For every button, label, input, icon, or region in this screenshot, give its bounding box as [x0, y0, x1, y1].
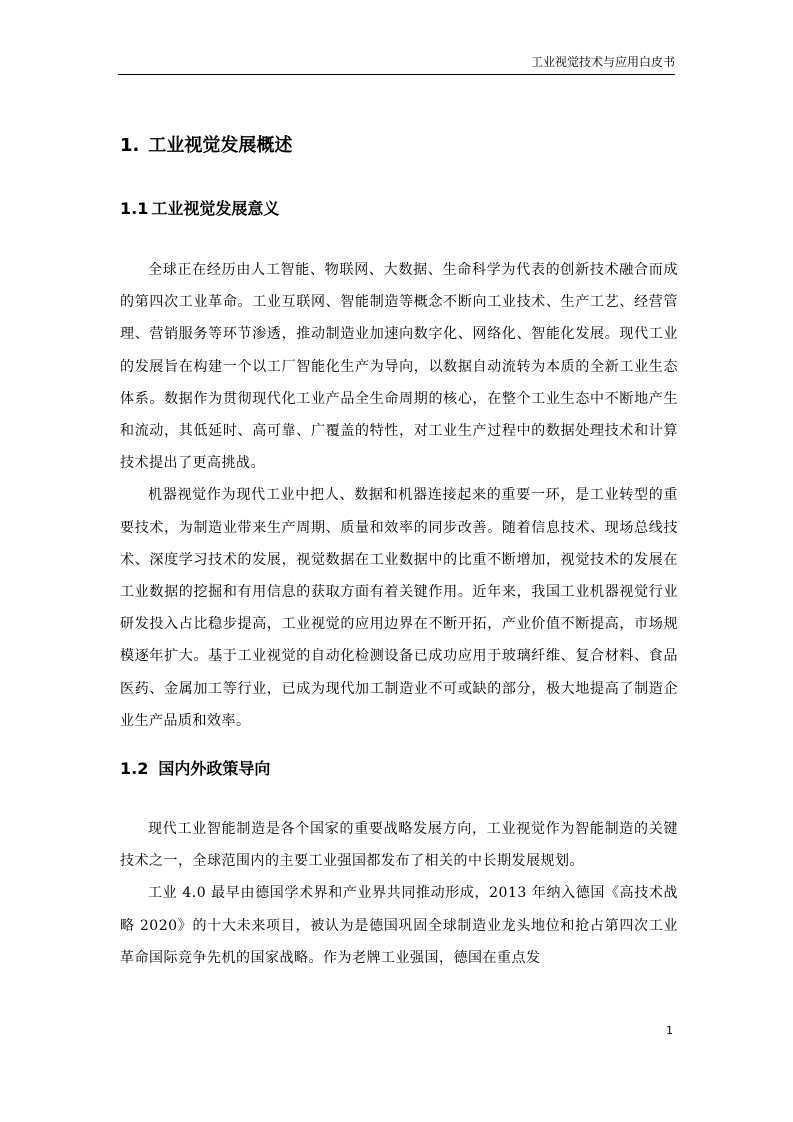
section-1-title: 工业视觉发展概述: [148, 135, 293, 156]
section-1-1-paragraph: 全球正在经历由人工智能、物联网、大数据、生命科学为代表的创新技术融合而成的第四次工业革命。工业互联网、智能制造等概念不断向工业技术、生产工艺、经营管理、营销服务等环节渗透，推动制造业加速向数字化、网络化、智能化发展。现代工业的发展旨在构建一个以工厂智能化生产为导向，以数据自动流转为本质的全新工业生态体系。数据作为贯彻现代化工业产品全生命周期的核心，在整个工业生态中不断地产生和流动，其低延时、高可靠、广覆盖的特性，对工业生产过程中的数据处理技术和计算技术提出了更高挑战。: [120, 262, 678, 472]
running-header: [118, 52, 675, 75]
section-1-1-heading: [120, 196, 678, 222]
running-header-title: 工业视觉技术与应用白皮书: [530, 55, 675, 69]
section-1-number: 1.: [120, 135, 140, 156]
page-number: 1: [666, 1024, 673, 1037]
document-body: [120, 132, 678, 974]
section-1-2-number: 1.2: [120, 759, 149, 779]
section-1-2-title: 国内外政策导向: [158, 759, 271, 779]
section-1-2-paragraph: 现代工业智能制造是各个国家的重要战略发展方向，工业视觉作为智能制造的关键技术之一，全球范围内的主要工业强国都发布了相关的中长期发展规划。: [120, 821, 678, 870]
section-1-1-title: 工业视觉发展意义: [151, 199, 280, 218]
section-1-2-heading: [120, 756, 678, 782]
section-1-heading: [120, 132, 678, 160]
section-1-1-number: 1.1: [120, 199, 149, 218]
section-1-2-paragraph: 工业 4.0 最早由德国学术界和产业界共同推动形成，2013 年纳入德国《高技术战略 2020》的十大未来项目，被认为是德国巩固全球制造业龙头地位和抢占第四次工业革命国际竞争先机的国家战略。作为老牌工业强国，德国在重点发: [120, 885, 678, 966]
section-1-1-paragraph: 机器视觉作为现代工业中把人、数据和机器连接起来的重要一环，是工业转型的重要技术，为制造业带来生产周期、质量和效率的同步改善。随着信息技术、现场总线技术、深度学习技术的发展，视觉数据在工业数据中的比重不断增加，视觉技术的发展在工业数据的挖掘和有用信息的获取方面有着关键作用。近年来，我国工业机器视觉行业研发投入占比稳步提高，工业视觉的应用边界在不断开拓，产业价值不断提高，市场规模逐年扩大。基于工业视觉的自动化检测设备已成功应用于玻璃纤维、复合材料、食品医药、金属加工等行业，已成为现代加工制造业不可或缺的部分，极大地提高了制造企业生产品质和效率。: [120, 487, 678, 729]
